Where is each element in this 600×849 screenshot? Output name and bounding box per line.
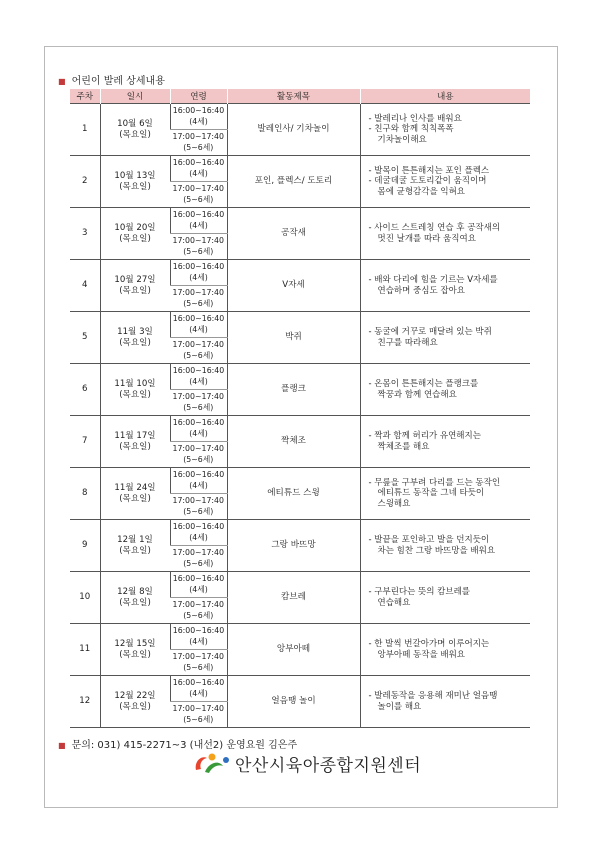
bullet-icon: ■	[58, 77, 66, 86]
table-row	[70, 260, 530, 286]
age-slot-cell	[170, 182, 227, 208]
day-text: (목요일)	[119, 233, 151, 244]
content-cell	[360, 208, 530, 260]
slot-age: (4세)	[189, 376, 208, 386]
slot-time: 17:00~17:40	[172, 444, 224, 454]
content-line: - 무릎을 구부려 다리를 드는 동작인	[368, 477, 501, 488]
content-cell	[360, 104, 530, 156]
contact-text: 문의: 031) 415-2271~3 (내선2) 운영요원 김은주	[71, 740, 298, 751]
center-logo-text: 안산시육아종합지원센터	[235, 755, 422, 776]
slot-age: (5~6세)	[183, 298, 214, 308]
bullet-icon: ■	[58, 741, 66, 750]
slot-age: (4세)	[189, 480, 208, 490]
age-slot-cell	[170, 546, 227, 572]
content-line: - 사이드 스트레칭 연습 후 공작새의	[368, 222, 501, 233]
day-text: (목요일)	[119, 285, 151, 296]
content-line: - 구부린다는 뜻의 캄브레를	[368, 586, 470, 597]
table-row	[70, 364, 530, 390]
table-header-row	[70, 89, 530, 104]
slot-age: (5~6세)	[183, 402, 214, 412]
table-row	[70, 624, 530, 650]
contact-footer	[58, 736, 297, 751]
week-cell: 6	[70, 364, 100, 416]
age-slot-cell	[170, 494, 227, 520]
slot-age: (5~6세)	[183, 558, 214, 568]
week-cell: 5	[70, 312, 100, 364]
week-cell: 3	[70, 208, 100, 260]
age-slot-cell	[170, 390, 227, 416]
activity-cell: 발레인사/ 기차놀이	[227, 104, 360, 156]
age-slot-cell	[170, 468, 227, 494]
content-cell	[360, 520, 530, 572]
date-text: 11월 24일	[114, 482, 156, 493]
age-slot-cell	[170, 520, 227, 546]
date-cell	[100, 572, 170, 624]
age-slot-cell	[170, 338, 227, 364]
slot-time: 16:00~16:40	[172, 678, 225, 688]
activity-cell: 박쥐	[227, 312, 360, 364]
content-line: - 발끝을 포인하고 발을 던지듯이	[368, 534, 490, 545]
slot-age: (5~6세)	[183, 350, 214, 360]
content-line: 짝체조를 해요	[377, 441, 430, 452]
slot-age: (4세)	[189, 220, 208, 230]
slot-age: (4세)	[189, 584, 208, 594]
slot-age: (4세)	[189, 116, 208, 126]
content-cell	[360, 676, 530, 728]
content-cell	[360, 156, 530, 208]
content-line: - 발레리나 인사를 배워요	[368, 113, 462, 124]
activity-cell: 공작새	[227, 208, 360, 260]
slot-time: 17:00~17:40	[172, 184, 224, 194]
content-line: 친구를 따라해요	[377, 337, 438, 348]
activity-cell: 앙부아떼	[227, 624, 360, 676]
day-text: (목요일)	[119, 493, 151, 504]
content-line: 짝꿍과 함께 연습해요	[377, 389, 457, 400]
activity-cell: 플랭크	[227, 364, 360, 416]
day-text: (목요일)	[119, 597, 151, 608]
table-row	[70, 208, 530, 234]
slot-time: 17:00~17:40	[172, 392, 224, 402]
slot-time: 16:00~16:40	[172, 366, 225, 376]
header-date: 일시	[100, 89, 170, 104]
slot-time: 16:00~16:40	[172, 262, 225, 272]
day-text: (목요일)	[119, 181, 151, 192]
slot-age: (5~6세)	[183, 714, 214, 724]
table-row	[70, 520, 530, 546]
activity-cell: 포인, 플렉스/ 도토리	[227, 156, 360, 208]
date-cell	[100, 312, 170, 364]
activity-cell: 캄브레	[227, 572, 360, 624]
age-slot-cell	[170, 260, 227, 286]
date-text: 10월 13일	[114, 170, 156, 181]
week-cell: 11	[70, 624, 100, 676]
date-text: 11월 3일	[117, 326, 153, 337]
content-cell	[360, 572, 530, 624]
content-cell	[360, 416, 530, 468]
date-text: 12월 8일	[117, 586, 153, 597]
age-slot-cell	[170, 156, 227, 182]
date-cell	[100, 208, 170, 260]
week-cell: 12	[70, 676, 100, 728]
slot-time: 16:00~16:40	[172, 522, 225, 532]
slot-time: 17:00~17:40	[172, 496, 224, 506]
header-week: 주차	[70, 89, 100, 104]
date-cell	[100, 676, 170, 728]
age-slot-cell	[170, 572, 227, 598]
center-logo-icon	[193, 750, 231, 776]
content-line: 몸에 균형감각을 익혀요	[377, 186, 466, 197]
content-line: - 발목이 튼튼해지는 포인 플렉스	[368, 165, 490, 176]
date-cell	[100, 260, 170, 312]
schedule-table	[70, 89, 530, 728]
slot-time: 16:00~16:40	[172, 158, 225, 168]
slot-time: 17:00~17:40	[172, 132, 224, 142]
week-cell: 8	[70, 468, 100, 520]
slot-age: (4세)	[189, 636, 208, 646]
section-title-text: 어린이 발레 상세내용	[71, 76, 165, 87]
slot-age: (5~6세)	[183, 454, 214, 464]
content-cell	[360, 468, 530, 520]
content-line: 스윙해요	[377, 498, 411, 509]
date-cell	[100, 364, 170, 416]
age-slot-cell	[170, 130, 227, 156]
table-row	[70, 104, 530, 130]
date-cell	[100, 468, 170, 520]
slot-time: 16:00~16:40	[172, 626, 225, 636]
slot-time: 16:00~16:40	[172, 314, 225, 324]
age-slot-cell	[170, 104, 227, 130]
content-line: - 짝과 함께 허리가 유연해지는	[368, 430, 481, 441]
age-slot-cell	[170, 364, 227, 390]
slot-time: 17:00~17:40	[172, 704, 224, 714]
age-slot-cell	[170, 312, 227, 338]
date-cell	[100, 624, 170, 676]
slot-age: (5~6세)	[183, 506, 214, 516]
week-cell: 10	[70, 572, 100, 624]
content-line: - 배와 다리에 힘을 기르는 V자세를	[368, 274, 498, 285]
content-line: 멋진 날개를 따라 움직여요	[377, 233, 476, 244]
content-line: - 동굴에 거꾸로 매달려 있는 박쥐	[368, 326, 492, 337]
age-slot-cell	[170, 416, 227, 442]
week-cell: 7	[70, 416, 100, 468]
day-text: (목요일)	[119, 649, 151, 660]
table-row	[70, 676, 530, 702]
slot-time: 17:00~17:40	[172, 652, 224, 662]
slot-age: (4세)	[189, 324, 208, 334]
slot-time: 16:00~16:40	[172, 470, 225, 480]
date-text: 12월 15일	[114, 638, 156, 649]
age-slot-cell	[170, 676, 227, 702]
content-line: 연습하며 중심도 잡아요	[377, 285, 466, 296]
table-row	[70, 416, 530, 442]
slot-time: 16:00~16:40	[172, 574, 225, 584]
slot-time: 16:00~16:40	[172, 210, 225, 220]
activity-cell: V자세	[227, 260, 360, 312]
activity-cell: 그랑 바뜨망	[227, 520, 360, 572]
section-title	[58, 72, 165, 87]
date-text: 10월 6일	[117, 118, 153, 129]
day-text: (목요일)	[119, 389, 151, 400]
slot-age: (4세)	[189, 272, 208, 282]
date-text: 10월 27일	[114, 274, 156, 285]
table-row	[70, 572, 530, 598]
content-line: - 데굴데굴 도토리같이 움직이며	[368, 176, 487, 187]
slot-time: 16:00~16:40	[172, 106, 225, 116]
date-text: 10월 20일	[114, 222, 156, 233]
content-cell	[360, 624, 530, 676]
content-cell	[360, 312, 530, 364]
content-cell	[360, 364, 530, 416]
content-line: 기차놀이해요	[377, 134, 427, 145]
table-row	[70, 156, 530, 182]
center-logo	[193, 750, 421, 776]
content-line: 연습해요	[377, 597, 411, 608]
slot-age: (5~6세)	[183, 246, 214, 256]
content-line: - 온몸이 튼튼해지는 플랭크를	[368, 378, 479, 389]
slot-age: (4세)	[189, 688, 208, 698]
header-content: 내용	[360, 89, 530, 104]
date-cell	[100, 104, 170, 156]
age-slot-cell	[170, 650, 227, 676]
slot-age: (5~6세)	[183, 662, 214, 672]
date-text: 12월 1일	[117, 534, 153, 545]
header-activity: 활동제목	[227, 89, 360, 104]
date-cell	[100, 156, 170, 208]
content-line: 에티튜드 동작을 그네 타듯이	[377, 488, 485, 499]
date-cell	[100, 416, 170, 468]
slot-time: 16:00~16:40	[172, 418, 225, 428]
table-row	[70, 468, 530, 494]
age-slot-cell	[170, 286, 227, 312]
slot-time: 17:00~17:40	[172, 548, 224, 558]
table-row	[70, 312, 530, 338]
slot-time: 17:00~17:40	[172, 288, 224, 298]
activity-cell: 얼음땡 놀이	[227, 676, 360, 728]
age-slot-cell	[170, 208, 227, 234]
day-text: (목요일)	[119, 701, 151, 712]
content-line: 놀이를 해요	[377, 701, 422, 712]
week-cell: 2	[70, 156, 100, 208]
content-line: - 한 발씩 번갈아가며 이루어지는	[368, 638, 490, 649]
date-text: 11월 10일	[114, 378, 156, 389]
slot-age: (5~6세)	[183, 610, 214, 620]
activity-cell: 짝체조	[227, 416, 360, 468]
age-slot-cell	[170, 702, 227, 728]
day-text: (목요일)	[119, 441, 151, 452]
slot-time: 17:00~17:40	[172, 236, 224, 246]
age-slot-cell	[170, 442, 227, 468]
content-line: - 친구와 함께 칙칙폭폭	[368, 124, 454, 135]
header-age: 연령	[170, 89, 227, 104]
slot-age: (4세)	[189, 428, 208, 438]
slot-time: 17:00~17:40	[172, 600, 224, 610]
date-text: 12월 22일	[114, 690, 156, 701]
age-slot-cell	[170, 234, 227, 260]
content-cell	[360, 260, 530, 312]
slot-time: 17:00~17:40	[172, 340, 224, 350]
content-line: 앙부아떼 동작을 배워요	[377, 649, 466, 660]
day-text: (목요일)	[119, 337, 151, 348]
slot-age: (5~6세)	[183, 142, 214, 152]
date-text: 11월 17일	[114, 430, 156, 441]
week-cell: 1	[70, 104, 100, 156]
table-body	[70, 104, 530, 728]
slot-age: (4세)	[189, 532, 208, 542]
date-cell	[100, 520, 170, 572]
week-cell: 4	[70, 260, 100, 312]
age-slot-cell	[170, 624, 227, 650]
content-line: - 발레동작을 응용해 재미난 얼음땡	[368, 690, 498, 701]
day-text: (목요일)	[119, 129, 151, 140]
week-cell: 9	[70, 520, 100, 572]
activity-cell: 에티튜드 스윙	[227, 468, 360, 520]
slot-age: (4세)	[189, 168, 208, 178]
content-line: 차는 힘찬 그랑 바뜨망을 배워요	[377, 545, 496, 556]
slot-age: (5~6세)	[183, 194, 214, 204]
day-text: (목요일)	[119, 545, 151, 556]
age-slot-cell	[170, 598, 227, 624]
